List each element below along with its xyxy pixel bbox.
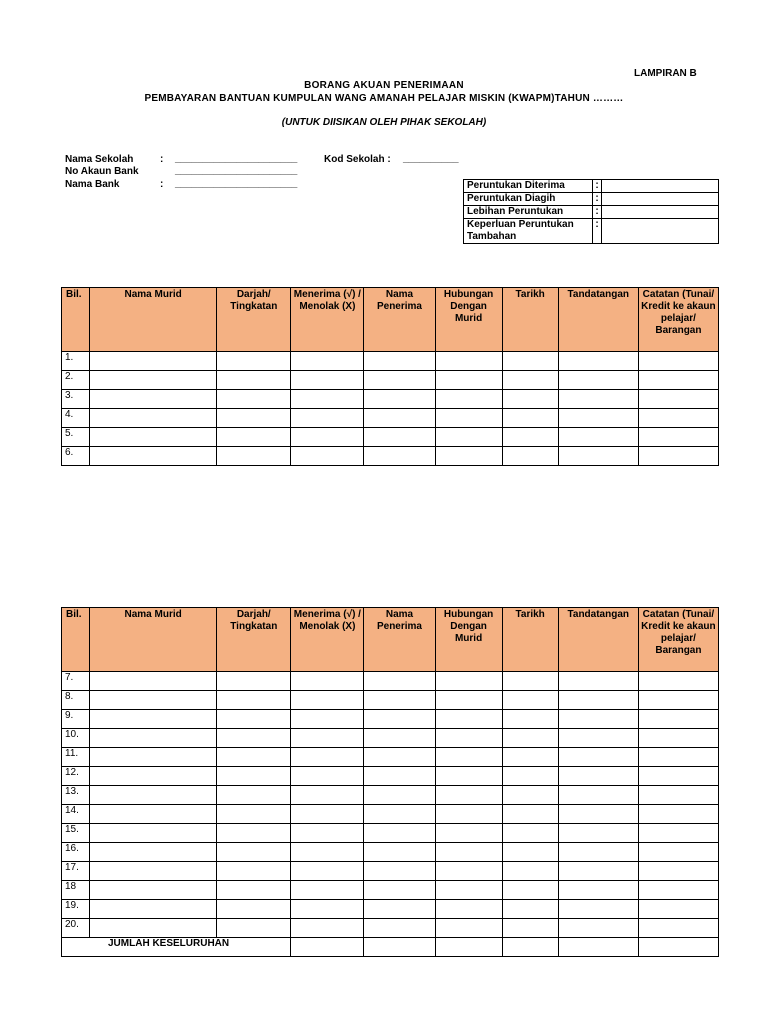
total-cell[interactable] bbox=[435, 938, 502, 957]
table-cell[interactable] bbox=[291, 371, 364, 390]
table-cell[interactable] bbox=[291, 919, 364, 938]
table-cell[interactable] bbox=[291, 862, 364, 881]
table-cell[interactable] bbox=[90, 729, 217, 748]
row-number: 18 bbox=[62, 881, 90, 900]
total-cell[interactable] bbox=[638, 938, 718, 957]
col-bil: Bil. bbox=[62, 288, 90, 352]
table-cell[interactable] bbox=[502, 447, 558, 466]
table-cell[interactable] bbox=[291, 428, 364, 447]
table-cell[interactable] bbox=[558, 390, 638, 409]
table-cell[interactable] bbox=[638, 390, 718, 409]
table-cell[interactable] bbox=[217, 862, 291, 881]
table-cell[interactable] bbox=[364, 428, 435, 447]
table-cell[interactable] bbox=[558, 881, 638, 900]
table-cell[interactable] bbox=[638, 786, 718, 805]
table-cell[interactable] bbox=[435, 767, 502, 786]
col-nama-penerima: Nama Penerima bbox=[364, 608, 435, 672]
table-cell[interactable] bbox=[638, 672, 718, 691]
table-cell[interactable] bbox=[502, 729, 558, 748]
table-cell[interactable] bbox=[291, 824, 364, 843]
table-cell[interactable] bbox=[435, 881, 502, 900]
row-number: 7. bbox=[62, 672, 90, 691]
table-cell[interactable] bbox=[638, 691, 718, 710]
table-cell[interactable] bbox=[502, 805, 558, 824]
table-cell[interactable] bbox=[291, 447, 364, 466]
table-cell[interactable] bbox=[291, 409, 364, 428]
table-cell[interactable] bbox=[364, 672, 435, 691]
table-cell[interactable] bbox=[435, 409, 502, 428]
table-cell[interactable] bbox=[435, 900, 502, 919]
table-cell[interactable] bbox=[364, 371, 435, 390]
kod-sekolah-field[interactable]: __________ bbox=[403, 153, 459, 164]
table-row bbox=[62, 409, 719, 428]
row-number: 2. bbox=[62, 371, 90, 390]
table-cell[interactable] bbox=[558, 805, 638, 824]
table-cell[interactable] bbox=[90, 767, 217, 786]
col-tarikh: Tarikh bbox=[502, 608, 558, 672]
table-cell[interactable] bbox=[90, 805, 217, 824]
total-cell[interactable] bbox=[502, 938, 558, 957]
table-cell[interactable] bbox=[435, 710, 502, 729]
table-row bbox=[62, 691, 719, 710]
row-number: 12. bbox=[62, 767, 90, 786]
table-cell[interactable] bbox=[364, 805, 435, 824]
table-cell[interactable] bbox=[217, 691, 291, 710]
peruntukan-label: Peruntukan Diagih bbox=[464, 193, 593, 206]
table-cell[interactable] bbox=[558, 371, 638, 390]
table-cell[interactable] bbox=[217, 729, 291, 748]
table-cell[interactable] bbox=[217, 805, 291, 824]
table-cell[interactable] bbox=[217, 710, 291, 729]
table-row bbox=[62, 352, 719, 371]
table-cell[interactable] bbox=[217, 919, 291, 938]
table-cell[interactable] bbox=[291, 710, 364, 729]
table-cell[interactable] bbox=[364, 786, 435, 805]
peruntukan-label: Lebihan Peruntukan bbox=[464, 206, 593, 219]
table-cell[interactable] bbox=[364, 447, 435, 466]
table-cell[interactable] bbox=[90, 691, 217, 710]
table-cell[interactable] bbox=[364, 824, 435, 843]
table-row bbox=[62, 371, 719, 390]
table-cell[interactable] bbox=[502, 371, 558, 390]
peruntukan-colon: : bbox=[593, 193, 602, 206]
table-cell[interactable] bbox=[638, 428, 718, 447]
table-cell[interactable] bbox=[217, 428, 291, 447]
table-cell[interactable] bbox=[90, 409, 217, 428]
table-cell[interactable] bbox=[502, 409, 558, 428]
row-number: 10. bbox=[62, 729, 90, 748]
table-row bbox=[62, 428, 719, 447]
table-header-row bbox=[62, 288, 719, 352]
table-cell[interactable] bbox=[90, 900, 217, 919]
row-number: 16. bbox=[62, 843, 90, 862]
table-cell[interactable] bbox=[217, 409, 291, 428]
recipient-table-2 bbox=[61, 607, 719, 957]
table-cell[interactable] bbox=[502, 843, 558, 862]
table-cell[interactable] bbox=[90, 710, 217, 729]
table-cell[interactable] bbox=[558, 729, 638, 748]
row-number: 13. bbox=[62, 786, 90, 805]
col-menerima: Menerima (√) / Menolak (X) bbox=[291, 608, 364, 672]
col-tandatangan: Tandatangan bbox=[558, 608, 638, 672]
table-cell[interactable] bbox=[638, 881, 718, 900]
total-cell[interactable] bbox=[291, 938, 364, 957]
peruntukan-value[interactable] bbox=[602, 206, 719, 219]
table-cell[interactable] bbox=[217, 824, 291, 843]
col-hubungan: Hubungan Dengan Murid bbox=[435, 288, 502, 352]
table-row bbox=[62, 824, 719, 843]
table-row bbox=[62, 390, 719, 409]
table-cell[interactable] bbox=[90, 919, 217, 938]
table-cell[interactable] bbox=[435, 729, 502, 748]
table-cell[interactable] bbox=[638, 409, 718, 428]
row-number: 11. bbox=[62, 748, 90, 767]
row-number: 17. bbox=[62, 862, 90, 881]
total-cell[interactable] bbox=[364, 938, 435, 957]
table-cell[interactable] bbox=[291, 881, 364, 900]
col-nama-murid: Nama Murid bbox=[90, 288, 217, 352]
table-cell[interactable] bbox=[217, 390, 291, 409]
row-number: 5. bbox=[62, 428, 90, 447]
table-cell[interactable] bbox=[558, 767, 638, 786]
table-cell[interactable] bbox=[435, 748, 502, 767]
table-cell[interactable] bbox=[90, 390, 217, 409]
peruntukan-row bbox=[464, 180, 719, 193]
peruntukan-colon: : bbox=[593, 219, 602, 244]
form-subtitle: (UNTUK DIISIKAN OLEH PIHAK SEKOLAH) bbox=[281, 117, 487, 128]
table-cell[interactable] bbox=[364, 409, 435, 428]
table-cell[interactable] bbox=[90, 862, 217, 881]
peruntukan-label: Peruntukan Diterima bbox=[464, 180, 593, 193]
row-number: 15. bbox=[62, 824, 90, 843]
table-cell[interactable] bbox=[90, 447, 217, 466]
nama-sekolah-field[interactable]: ______________________ bbox=[175, 153, 298, 164]
table-row bbox=[62, 805, 719, 824]
table-cell[interactable] bbox=[638, 352, 718, 371]
table-cell[interactable] bbox=[558, 843, 638, 862]
table-cell[interactable] bbox=[364, 900, 435, 919]
table-cell[interactable] bbox=[90, 352, 217, 371]
table-cell[interactable] bbox=[558, 786, 638, 805]
table-cell[interactable] bbox=[291, 748, 364, 767]
table-cell[interactable] bbox=[90, 843, 217, 862]
lampiran-label: LAMPIRAN B bbox=[634, 68, 697, 79]
table-cell[interactable] bbox=[291, 672, 364, 691]
col-bil: Bil. bbox=[62, 608, 90, 672]
table-cell[interactable] bbox=[558, 352, 638, 371]
table-cell[interactable] bbox=[435, 824, 502, 843]
table-cell[interactable] bbox=[502, 767, 558, 786]
table-cell[interactable] bbox=[90, 672, 217, 691]
table-row bbox=[62, 786, 719, 805]
table-cell[interactable] bbox=[435, 862, 502, 881]
table-cell[interactable] bbox=[558, 824, 638, 843]
nama-sekolah-label: Nama Sekolah bbox=[65, 154, 134, 165]
table-cell[interactable] bbox=[638, 767, 718, 786]
nama-bank-colon: : bbox=[160, 179, 164, 190]
table-cell[interactable] bbox=[217, 371, 291, 390]
table-cell[interactable] bbox=[364, 748, 435, 767]
table-row bbox=[62, 900, 719, 919]
col-nama-murid: Nama Murid bbox=[90, 608, 217, 672]
table-row bbox=[62, 862, 719, 881]
table-cell[interactable] bbox=[217, 881, 291, 900]
table-row bbox=[62, 672, 719, 691]
peruntukan-value[interactable] bbox=[602, 193, 719, 206]
table-cell[interactable] bbox=[291, 729, 364, 748]
row-number: 8. bbox=[62, 691, 90, 710]
table-cell[interactable] bbox=[558, 748, 638, 767]
table-cell[interactable] bbox=[435, 428, 502, 447]
table-cell[interactable] bbox=[90, 371, 217, 390]
table-cell[interactable] bbox=[217, 767, 291, 786]
total-row bbox=[62, 938, 719, 957]
table-cell[interactable] bbox=[364, 691, 435, 710]
peruntukan-value[interactable] bbox=[602, 180, 719, 193]
no-akaun-label: No Akaun Bank bbox=[65, 166, 139, 177]
nama-bank-label: Nama Bank bbox=[65, 179, 120, 190]
table-row bbox=[62, 919, 719, 938]
table-cell[interactable] bbox=[638, 919, 718, 938]
table-row bbox=[62, 843, 719, 862]
col-nama-penerima: Nama Penerima bbox=[364, 288, 435, 352]
col-darjah: Darjah/ Tingkatan bbox=[217, 288, 291, 352]
table-cell[interactable] bbox=[217, 447, 291, 466]
table-cell[interactable] bbox=[558, 672, 638, 691]
table-cell[interactable] bbox=[638, 447, 718, 466]
table-cell[interactable] bbox=[217, 352, 291, 371]
table-cell[interactable] bbox=[558, 919, 638, 938]
table-row bbox=[62, 767, 719, 786]
col-darjah: Darjah/ Tingkatan bbox=[217, 608, 291, 672]
total-cell[interactable] bbox=[558, 938, 638, 957]
table-row bbox=[62, 729, 719, 748]
peruntukan-colon: : bbox=[593, 206, 602, 219]
col-catatan: Catatan (Tunai/ Kredit ke akaun pelajar/ Barangan bbox=[638, 288, 718, 352]
table-cell[interactable] bbox=[502, 786, 558, 805]
table-cell[interactable] bbox=[558, 409, 638, 428]
table-cell[interactable] bbox=[435, 843, 502, 862]
table-cell[interactable] bbox=[217, 748, 291, 767]
table-row bbox=[62, 710, 719, 729]
row-number: 1. bbox=[62, 352, 90, 371]
row-number: 3. bbox=[62, 390, 90, 409]
table-cell[interactable] bbox=[435, 919, 502, 938]
table-cell[interactable] bbox=[558, 710, 638, 729]
row-number: 4. bbox=[62, 409, 90, 428]
table-cell[interactable] bbox=[435, 352, 502, 371]
peruntukan-row bbox=[464, 206, 719, 219]
table-cell[interactable] bbox=[435, 447, 502, 466]
peruntukan-row bbox=[464, 219, 719, 244]
table-cell[interactable] bbox=[364, 843, 435, 862]
recipient-table-1 bbox=[61, 287, 719, 466]
table-cell[interactable] bbox=[638, 748, 718, 767]
table-cell[interactable] bbox=[364, 881, 435, 900]
col-catatan: Catatan (Tunai/ Kredit ke akaun pelajar/ Barangan bbox=[638, 608, 718, 672]
row-number: 20. bbox=[62, 919, 90, 938]
table-cell[interactable] bbox=[502, 390, 558, 409]
nama-sekolah-colon: : bbox=[160, 154, 164, 165]
table-cell[interactable] bbox=[291, 691, 364, 710]
table-cell[interactable] bbox=[90, 786, 217, 805]
col-menerima: Menerima (√) / Menolak (X) bbox=[291, 288, 364, 352]
table-cell[interactable] bbox=[217, 786, 291, 805]
table-cell[interactable] bbox=[558, 691, 638, 710]
total-label: JUMLAH KESELURUHAN bbox=[62, 938, 291, 957]
table-cell[interactable] bbox=[291, 767, 364, 786]
table-cell[interactable] bbox=[638, 371, 718, 390]
table-header-row bbox=[62, 608, 719, 672]
peruntukan-colon: : bbox=[593, 180, 602, 193]
table-row bbox=[62, 447, 719, 466]
col-hubungan: Hubungan Dengan Murid bbox=[435, 608, 502, 672]
peruntukan-value[interactable] bbox=[602, 219, 719, 244]
col-tandatangan: Tandatangan bbox=[558, 288, 638, 352]
table-cell[interactable] bbox=[638, 710, 718, 729]
peruntukan-table bbox=[463, 179, 719, 244]
table-cell[interactable] bbox=[435, 805, 502, 824]
row-number: 14. bbox=[62, 805, 90, 824]
table-cell[interactable] bbox=[291, 390, 364, 409]
table-cell[interactable] bbox=[638, 729, 718, 748]
table-cell[interactable] bbox=[558, 447, 638, 466]
table-cell[interactable] bbox=[291, 352, 364, 371]
table-cell[interactable] bbox=[558, 900, 638, 919]
table-cell[interactable] bbox=[217, 672, 291, 691]
no-akaun-field[interactable]: ______________________ bbox=[175, 165, 298, 176]
table-cell[interactable] bbox=[638, 805, 718, 824]
table-cell[interactable] bbox=[435, 371, 502, 390]
table-cell[interactable] bbox=[502, 862, 558, 881]
table-cell[interactable] bbox=[435, 786, 502, 805]
table-cell[interactable] bbox=[502, 672, 558, 691]
table-cell[interactable] bbox=[90, 824, 217, 843]
form-title: BORANG AKUAN PENERIMAAN bbox=[304, 80, 464, 91]
nama-bank-field[interactable]: ______________________ bbox=[175, 178, 298, 189]
table-cell[interactable] bbox=[364, 767, 435, 786]
table-cell[interactable] bbox=[435, 672, 502, 691]
table-row bbox=[62, 881, 719, 900]
peruntukan-row bbox=[464, 193, 719, 206]
table-cell[interactable] bbox=[90, 881, 217, 900]
kod-sekolah-label: Kod Sekolah : bbox=[324, 154, 391, 165]
table-cell[interactable] bbox=[502, 691, 558, 710]
table-cell[interactable] bbox=[638, 824, 718, 843]
table-cell[interactable] bbox=[638, 843, 718, 862]
table-cell[interactable] bbox=[90, 748, 217, 767]
table-cell[interactable] bbox=[558, 428, 638, 447]
table-cell[interactable] bbox=[364, 729, 435, 748]
table-cell[interactable] bbox=[502, 824, 558, 843]
table-cell[interactable] bbox=[90, 428, 217, 447]
table-cell[interactable] bbox=[435, 691, 502, 710]
table-cell[interactable] bbox=[217, 900, 291, 919]
table-cell[interactable] bbox=[291, 900, 364, 919]
table-cell[interactable] bbox=[291, 805, 364, 824]
table-cell[interactable] bbox=[638, 862, 718, 881]
table-cell[interactable] bbox=[364, 352, 435, 371]
table-cell[interactable] bbox=[291, 843, 364, 862]
row-number: 6. bbox=[62, 447, 90, 466]
table-cell[interactable] bbox=[558, 862, 638, 881]
table-cell[interactable] bbox=[291, 786, 364, 805]
col-tarikh: Tarikh bbox=[502, 288, 558, 352]
row-number: 19. bbox=[62, 900, 90, 919]
table-cell[interactable] bbox=[502, 900, 558, 919]
table-row bbox=[62, 748, 719, 767]
form-title-line2: PEMBAYARAN BANTUAN KUMPULAN WANG AMANAH PELAJAR MISKIN (KWAPM)TAHUN ……… bbox=[144, 93, 624, 104]
table-cell[interactable] bbox=[502, 428, 558, 447]
table-cell[interactable] bbox=[364, 710, 435, 729]
table-cell[interactable] bbox=[502, 352, 558, 371]
table-cell[interactable] bbox=[217, 843, 291, 862]
table-cell[interactable] bbox=[364, 862, 435, 881]
table-cell[interactable] bbox=[502, 748, 558, 767]
row-number: 9. bbox=[62, 710, 90, 729]
table-cell[interactable] bbox=[435, 390, 502, 409]
table-cell[interactable] bbox=[502, 710, 558, 729]
table-cell[interactable] bbox=[364, 390, 435, 409]
table-cell[interactable] bbox=[638, 900, 718, 919]
table-cell[interactable] bbox=[502, 919, 558, 938]
table-cell[interactable] bbox=[502, 881, 558, 900]
peruntukan-label: Keperluan Peruntukan Tambahan bbox=[464, 219, 593, 244]
table-cell[interactable] bbox=[364, 919, 435, 938]
